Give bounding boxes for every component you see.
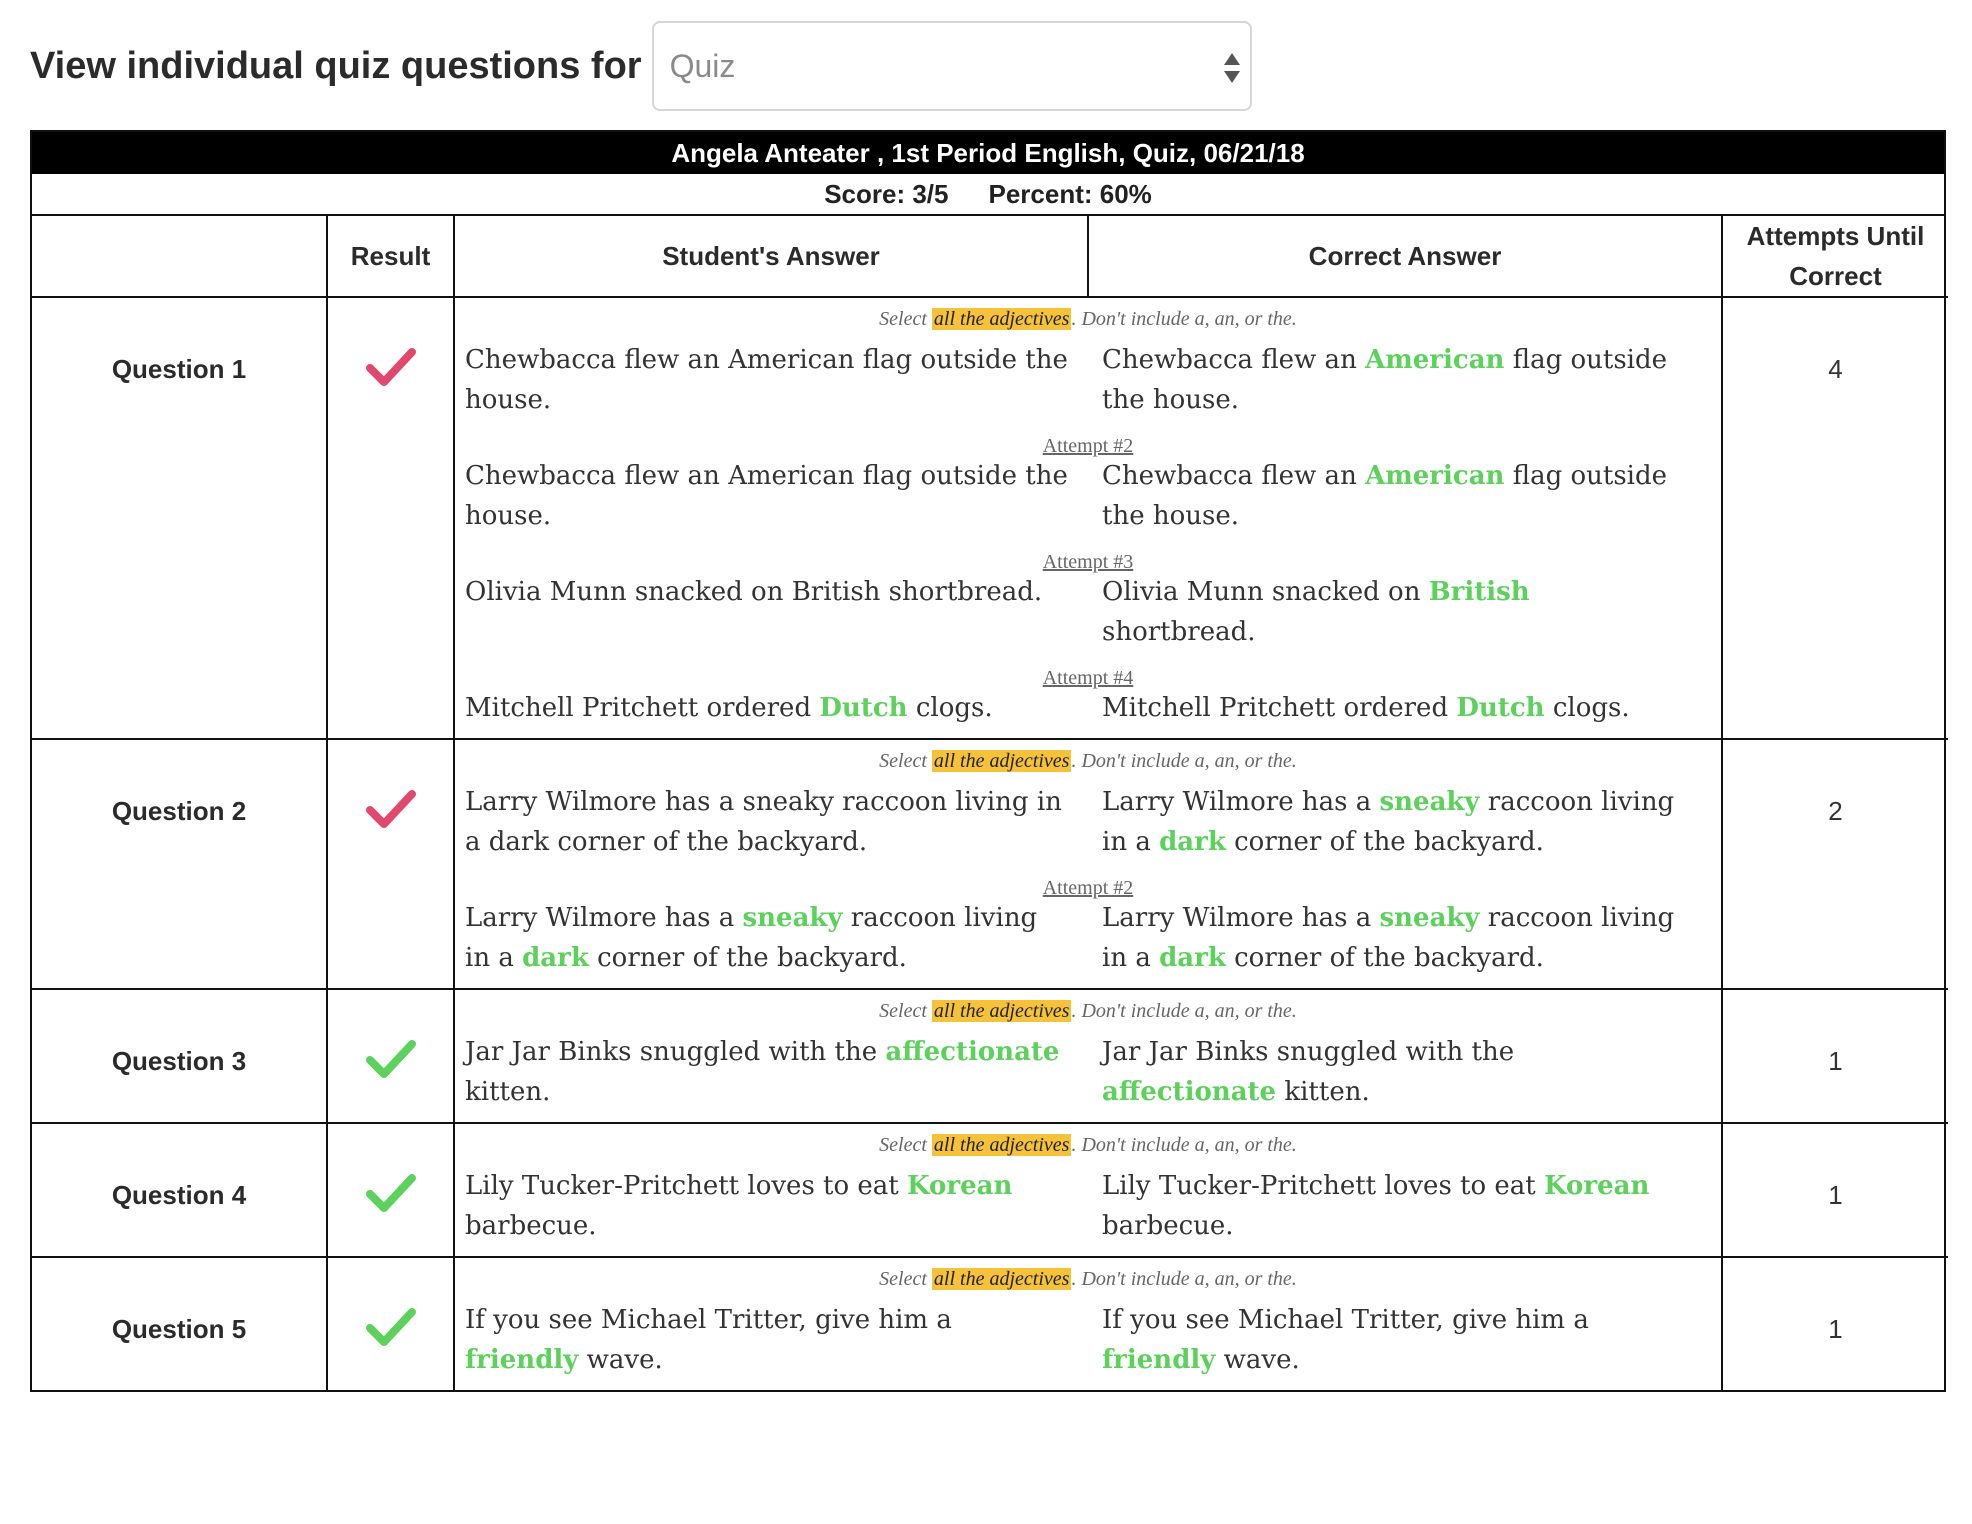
answer-pair (465, 898, 1711, 978)
answer-text: Olivia Munn snacked on British shortbread. (465, 577, 1043, 607)
adjective-highlight: sneaky (1379, 903, 1480, 933)
quiz-select[interactable] (652, 21, 1252, 111)
question-cell (32, 1257, 327, 1390)
adjective-highlight: Korean (1544, 1171, 1650, 1201)
answer-text: raccoon living in a (1102, 903, 1675, 973)
correct-answer (1088, 572, 1711, 652)
question-row (32, 1257, 1948, 1390)
prompt-text: . Don't include a, an, or the. (1071, 1268, 1297, 1290)
answer-text: Chewbacca flew an American flag outside the house. (465, 345, 1068, 415)
answer-text: barbecue. (1102, 1211, 1234, 1241)
score-text: Score: 3/5 (824, 178, 949, 209)
question-row (32, 739, 1948, 989)
header-correct-answer: Correct Answer (1088, 216, 1722, 297)
student-answer (465, 898, 1088, 978)
adjective-highlight: Korean (907, 1171, 1013, 1201)
adjective-highlight: affectionate (885, 1037, 1060, 1067)
answers-cell (454, 739, 1722, 989)
answer-text: clogs. (1544, 693, 1630, 723)
question-label: Question 3 (111, 1046, 247, 1076)
answer-text: corner of the backyard. (588, 943, 907, 973)
student-answer (465, 782, 1088, 862)
prompt-text: Select (879, 308, 932, 330)
correct-answer (1088, 456, 1711, 536)
answer-text: Mitchell Pritchett ordered (1102, 693, 1457, 723)
attempts-cell (1722, 739, 1948, 989)
prompt-text: . Don't include a, an, or the. (1071, 308, 1297, 330)
correct-answer (1088, 688, 1711, 728)
answer-text: wave. (1215, 1345, 1300, 1375)
page-header (30, 20, 1252, 112)
answer-text: Larry Wilmore has a (465, 903, 743, 933)
answer-text: Chewbacca flew an (1102, 345, 1366, 375)
prompt-highlight: all the adjectives (933, 1268, 1070, 1290)
adjective-highlight: sneaky (1379, 787, 1480, 817)
answer-text: Jar Jar Binks snuggled with the (465, 1037, 886, 1067)
answer-pair (465, 688, 1711, 728)
answer-pair (465, 1166, 1711, 1246)
adjective-highlight: British (1428, 577, 1530, 607)
check-icon (364, 1038, 418, 1082)
answer-text: Lily Tucker-Pritchett loves to eat (1102, 1171, 1545, 1201)
adjective-highlight: Dutch (1456, 693, 1545, 723)
answer-text: corner of the backyard. (1225, 827, 1544, 857)
adjective-highlight: Dutch (819, 693, 908, 723)
answer-text: Olivia Munn snacked on (1102, 577, 1429, 607)
header-student-answer: Student's Answer (454, 216, 1088, 297)
student-answer (465, 688, 1088, 728)
result-cell (327, 1123, 454, 1257)
attempts-value: 1 (1828, 1180, 1843, 1210)
prompt-text: Select (879, 1000, 932, 1022)
percent-text: Percent: 60% (988, 178, 1152, 209)
result-cell (327, 989, 454, 1123)
answers-cell (454, 989, 1722, 1123)
student-answer (465, 1300, 1088, 1380)
answer-text: Mitchell Pritchett ordered (465, 693, 820, 723)
attempt-label[interactable]: Attempt #4 (1042, 667, 1134, 689)
answer-pair (465, 572, 1711, 652)
prompt-highlight: all the adjectives (933, 1000, 1070, 1022)
result-cell (327, 297, 454, 739)
answer-text: raccoon living in a (1102, 787, 1675, 857)
answer-text: kitten. (465, 1077, 551, 1107)
question-cell (32, 297, 327, 739)
prompt-highlight: all the adjectives (933, 308, 1070, 330)
prompt-text: Select (879, 1134, 932, 1156)
answer-text: shortbread. (1102, 617, 1256, 647)
question-cell (32, 739, 327, 989)
prompt-text: Select (879, 1268, 932, 1290)
attempts-value: 1 (1828, 1314, 1843, 1344)
attempts-cell (1722, 989, 1948, 1123)
student-answer (465, 340, 1088, 420)
header-result: Result (327, 216, 454, 297)
check-icon (364, 788, 418, 832)
question-prompt (465, 990, 1711, 1032)
question-row (32, 297, 1948, 739)
attempts-cell (1722, 1257, 1948, 1390)
check-icon (364, 1306, 418, 1350)
result-cell (327, 739, 454, 989)
questions-table (32, 216, 1948, 1390)
question-cell (32, 1123, 327, 1257)
answer-text: Larry Wilmore has a (1102, 787, 1380, 817)
question-prompt (465, 1124, 1711, 1166)
attempts-value: 2 (1828, 796, 1843, 826)
question-label: Question 5 (111, 1314, 247, 1344)
question-prompt (465, 298, 1711, 340)
correct-answer (1088, 1166, 1711, 1246)
correct-answer (1088, 1300, 1711, 1380)
answer-text: If you see Michael Tritter, give him a (1102, 1305, 1589, 1335)
answer-text: Jar Jar Binks snuggled with the (1102, 1037, 1515, 1067)
answer-text: wave. (578, 1345, 663, 1375)
answer-text: Chewbacca flew an (1102, 461, 1366, 491)
answer-text: flag outside the house. (1102, 345, 1668, 415)
adjective-highlight: sneaky (742, 903, 843, 933)
answer-pair (465, 1300, 1711, 1380)
attempt-label[interactable]: Attempt #2 (1042, 877, 1134, 899)
question-row (32, 1123, 1948, 1257)
header-attempts: Attempts Until Correct (1722, 216, 1948, 297)
quiz-report (30, 130, 1946, 1392)
select-arrows-icon (1224, 53, 1240, 85)
answers-cell (454, 1123, 1722, 1257)
answer-text: raccoon living in a (465, 903, 1038, 973)
adjective-highlight: American (1365, 461, 1505, 491)
page-title: View individual quiz questions for (30, 44, 642, 87)
question-label: Question 2 (111, 796, 247, 826)
correct-answer (1088, 782, 1711, 862)
adjective-highlight: affectionate (1102, 1077, 1277, 1107)
adjective-highlight: dark (1159, 827, 1226, 857)
answer-pair (465, 1032, 1711, 1112)
check-icon (364, 1172, 418, 1216)
report-title: Angela Anteater , 1st Period English, Quiz, 06/21/18 (32, 132, 1944, 174)
question-label: Question 4 (111, 1180, 247, 1210)
answer-text: kitten. (1276, 1077, 1370, 1107)
adjective-highlight: friendly (465, 1345, 579, 1375)
correct-answer (1088, 340, 1711, 420)
answer-text: clogs. (907, 693, 993, 723)
adjective-highlight: American (1365, 345, 1505, 375)
answer-text: Chewbacca flew an American flag outside the house. (465, 461, 1068, 531)
answer-text: flag outside the house. (1102, 461, 1668, 531)
student-answer (465, 572, 1088, 652)
question-cell (32, 989, 327, 1123)
prompt-highlight: all the adjectives (933, 1134, 1070, 1156)
attempts-value: 1 (1828, 1046, 1843, 1076)
score-summary (32, 174, 1944, 216)
prompt-text: Select (879, 750, 932, 772)
answer-text: barbecue. (465, 1211, 597, 1241)
adjective-highlight: friendly (1102, 1345, 1216, 1375)
question-prompt (465, 740, 1711, 782)
answer-text: Lily Tucker-Pritchett loves to eat (465, 1171, 908, 1201)
question-prompt (465, 1258, 1711, 1300)
answer-text: If you see Michael Tritter, give him a (465, 1305, 952, 1335)
prompt-text: . Don't include a, an, or the. (1071, 1000, 1297, 1022)
attempts-value: 4 (1828, 354, 1843, 384)
answer-pair (465, 456, 1711, 536)
correct-answer (1088, 1032, 1711, 1112)
table-header-row (32, 216, 1948, 297)
header-blank (32, 216, 327, 297)
attempt-label[interactable]: Attempt #2 (1042, 435, 1134, 457)
quiz-select-value: Quiz (669, 47, 736, 84)
correct-answer (1088, 898, 1711, 978)
student-answer (465, 1166, 1088, 1246)
result-cell (327, 1257, 454, 1390)
student-answer (465, 1032, 1088, 1112)
check-icon (364, 346, 418, 390)
attempts-cell (1722, 1123, 1948, 1257)
answer-pair (465, 340, 1711, 420)
adjective-highlight: dark (1159, 943, 1226, 973)
adjective-highlight: dark (522, 943, 589, 973)
attempt-label[interactable]: Attempt #3 (1042, 551, 1134, 573)
answer-text: corner of the backyard. (1225, 943, 1544, 973)
question-label: Question 1 (111, 354, 247, 384)
answer-text: Larry Wilmore has a (1102, 903, 1380, 933)
prompt-highlight: all the adjectives (933, 750, 1070, 772)
answers-cell (454, 297, 1722, 739)
answer-text: Larry Wilmore has a sneaky raccoon living in a dark corner of the backyard. (465, 787, 1062, 857)
question-row (32, 989, 1948, 1123)
prompt-text: . Don't include a, an, or the. (1071, 1134, 1297, 1156)
answers-cell (454, 1257, 1722, 1390)
student-answer (465, 456, 1088, 536)
attempts-cell (1722, 297, 1948, 739)
answer-pair (465, 782, 1711, 862)
prompt-text: . Don't include a, an, or the. (1071, 750, 1297, 772)
